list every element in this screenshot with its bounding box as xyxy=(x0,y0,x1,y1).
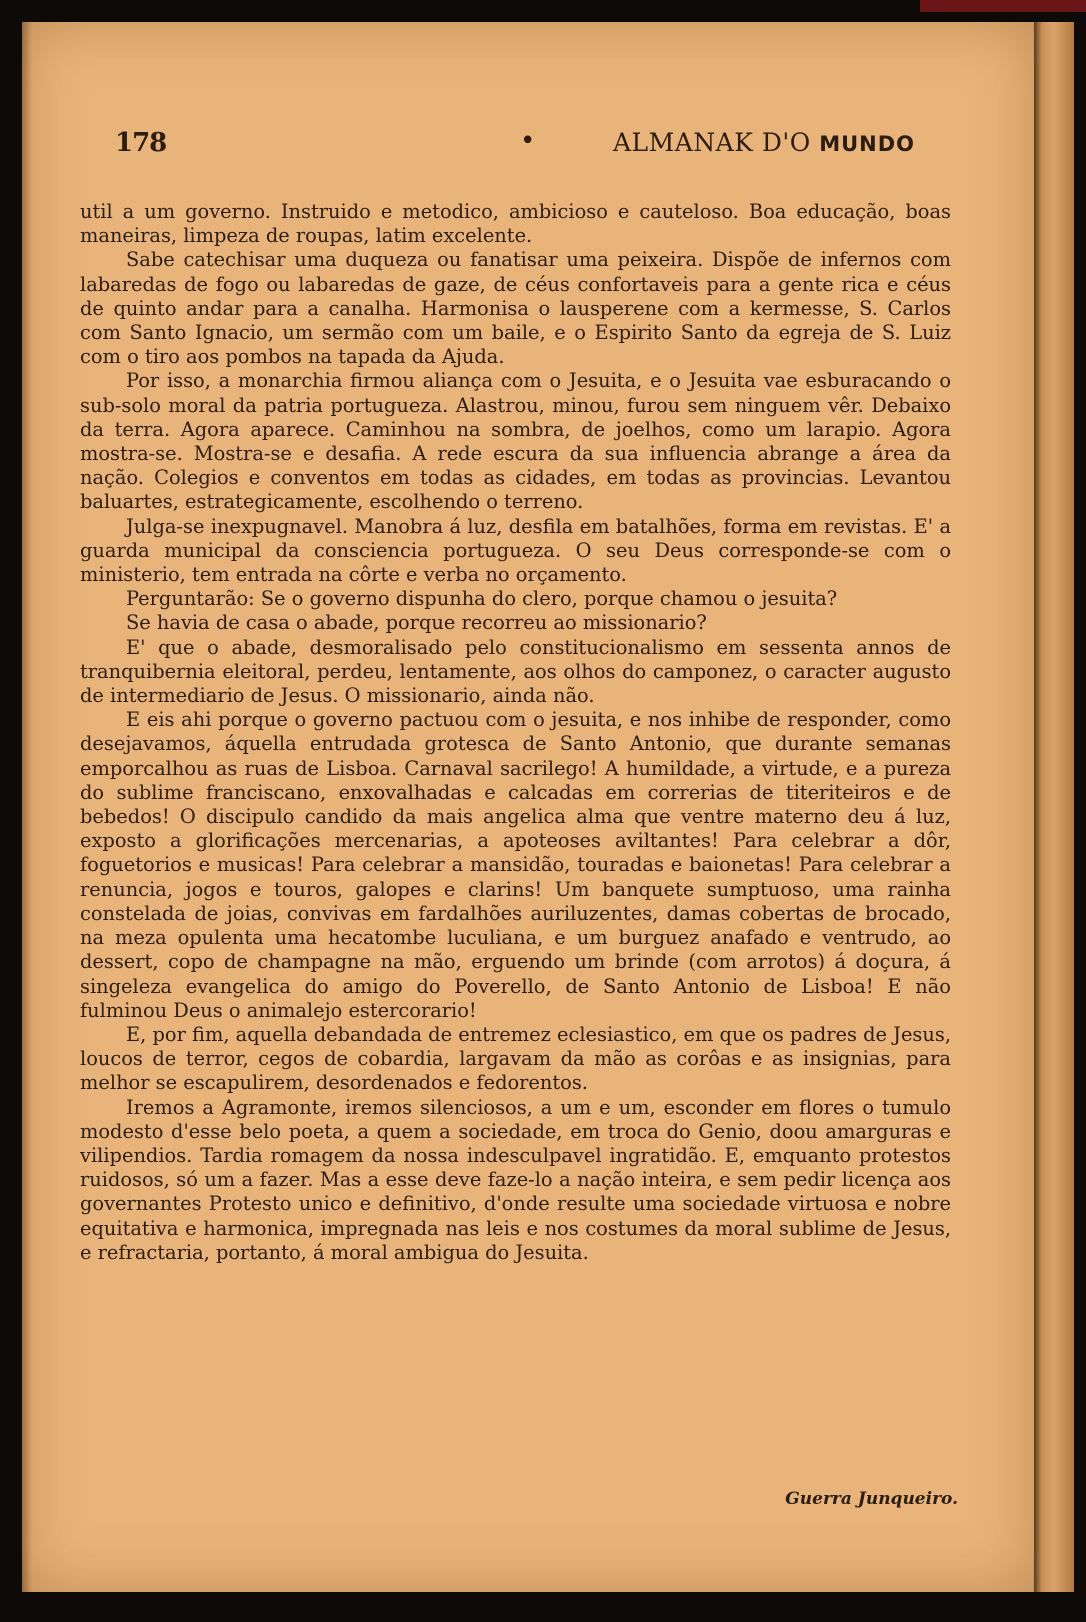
paragraph: Sabe catechisar uma duqueza ou fanatisar uma peixeira. Dispõe de infernos com labaredas de fogo ou labaredas de gaze, de céus confortaveis para a gente rica e céus de quinto andar para a canalha. Harmonisa o lausperene com a kermesse, S. Carlos com Santo Ignacio, um sermão com um baile, e o Espirito Santo da egreja de S. Luiz com o tiro aos pombos na tapada da Ajuda. xyxy=(80,248,951,369)
page-crease-shadow xyxy=(22,22,32,1592)
article-body xyxy=(80,200,951,1265)
paragraph: E, por fim, aquella debandada de entremez eclesiastico, em que os padres de Jesus, loucos de terror, cegos de cobardia, largavam da mão as corôas e as insignias, para melhor se escapulirem, desordenados e fedorentos. xyxy=(80,1022,951,1095)
running-header xyxy=(115,128,915,164)
author-signature: Guerra Junqueiro. xyxy=(785,1489,958,1509)
paragraph: Julga-se inexpugnavel. Manobra á luz, desfila em batalhões, forma em revistas. E' a guarda municipal da consciencia portugueza. O seu Deus corresponde-se com o ministerio, tem entrada na côrte e verba no orçamento. xyxy=(80,514,951,587)
paragraph: Por isso, a monarchia firmou aliança com o Jesuita, e o Jesuita vae esburacando o sub-solo moral da patria portugueza. Alastrou, minou, furou sem ninguem vêr. Debaixo da terra. Agora aparece. Caminhou na sombra, de joelhos, como um larapio. Agora mostra-se. Mostra-se e desafia. A rede escura da sua influencia abrange a área da nação. Colegios e conventos em todas as cidades, em todas as provincias. Levantou baluartes, estrategicamente, escolhendo o terreno. xyxy=(80,369,951,514)
paragraph: E eis ahi porque o governo pactuou com o jesuita, e nos inhibe de responder, como desejavamos, áquella entrudada grotesca de Santo Antonio, que durante semanas emporcalhou as ruas de Lisboa. Carnaval sacrilego! A humildade, a virtude, e a pureza do sublime franciscano, enxovalhadas e calcadas em correrias de titeriteiros e de bebedos! O discipulo candido da mais angelica alma que ventre materno deu á luz, exposto a glorificações mercenarias, a apoteoses aviltantes! Para celebrar a dôr, foguetorios e musicas! Para celebrar a mansidão, touradas e baionetas! Para celebrar a renuncia, jogos e touros, galopes e clarins! Um banquete sumptuoso, uma rainha constelada de joias, convivas em fardalhões auriluzentes, damas cobertas de brocado, na meza opulenta uma hecatombe luculiana, e um burguez anafado e ventrudo, ao dessert, copo de champagne na mão, erguendo um brinde (com arrotos) á doçura, á singeleza evangelica do amigo do Poverello, de Santo Antonio de Lisboa! E não fulminou Deus o animalejo estercorario! xyxy=(80,708,951,1022)
running-title-prefix: ALMANAK D'O xyxy=(612,128,811,157)
red-corner-edge xyxy=(920,0,1086,12)
paragraph: util a um governo. Instruido e metodico, ambicioso e cauteloso. Boa educação, boas maneiras, limpeza de roupas, latim excelente. xyxy=(80,200,951,248)
running-title xyxy=(613,128,915,157)
paragraph: Perguntarão: Se o governo dispunha do clero, porque chamou o jesuita? xyxy=(126,587,838,611)
page-number: 178 xyxy=(115,128,167,158)
paragraph: Se havia de casa o abade, porque recorreu ao missionario? xyxy=(126,611,707,635)
header-dot: • xyxy=(520,126,536,156)
running-title-brand: MUNDO xyxy=(819,132,915,156)
page-stack-edge xyxy=(1034,22,1074,1592)
paragraph: Iremos a Agramonte, iremos silenciosos, a um e um, esconder em flores o tumulo modesto d'esse belo poeta, a quem a sociedade, em troca do Genio, doou amarguras e vilipendios. Tardia romagem da nossa indesculpavel ingratidão. E, emquanto protestos ruidosos, só um a fazer. Mas a esse deve faze-lo a nação inteira, e sem pedir licença aos governantes Protesto unico e definitivo, d'onde resulte uma sociedade virtuosa e nobre equitativa e harmonica, impregnada nas leis e nos costumes da moral sublime de Jesus, e refractaria, portanto, á moral ambigua do Jesuita. xyxy=(80,1095,951,1264)
paragraph: E' que o abade, desmoralisado pelo constitucionalismo em sessenta annos de tranquibernia eleitoral, perdeu, lentamente, aos olhos do camponez, o caracter augusto de intermediario de Jesus. O missionario, ainda não. xyxy=(80,635,951,708)
